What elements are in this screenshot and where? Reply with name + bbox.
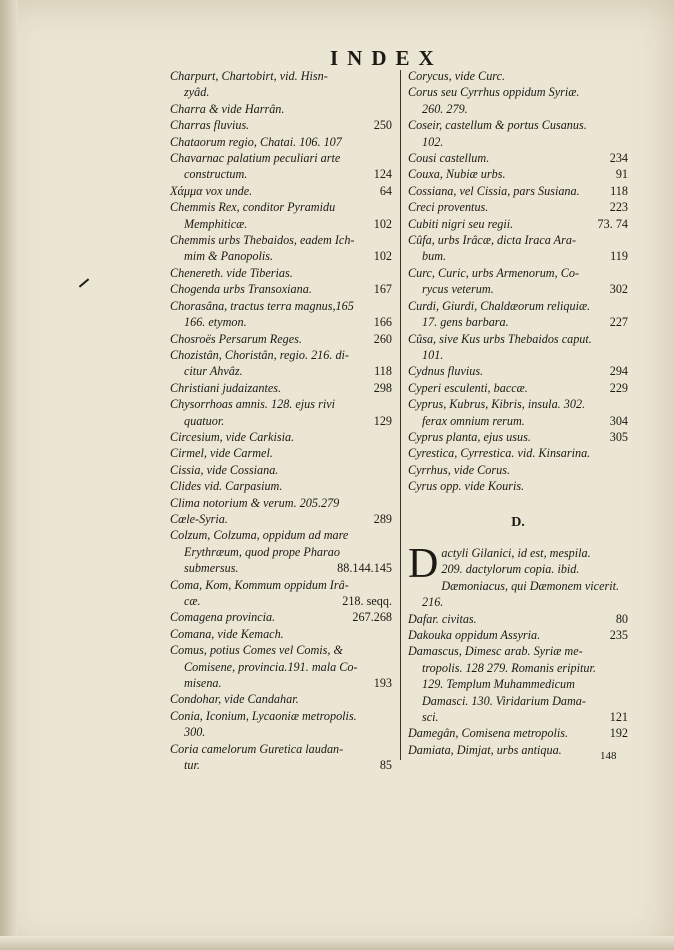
section-d-heading: D. bbox=[511, 514, 525, 530]
entry-text: Cydnus fluvius. bbox=[408, 364, 484, 379]
entry-text: Cûsa, sive Kus urbs Thebaidos caput. bbox=[408, 331, 592, 346]
index-entry bbox=[170, 445, 392, 461]
entry-continuation: bum. bbox=[422, 249, 447, 264]
page-reference: 250 bbox=[373, 118, 392, 133]
entry-text: Chenereth. vide Tiberias. bbox=[170, 265, 293, 280]
entry-continuation: 129. Templum Muhammedicum bbox=[422, 677, 575, 692]
index-entry bbox=[170, 150, 392, 183]
page-reference: 235 bbox=[609, 628, 628, 642]
page-reference: 73. 74 bbox=[597, 216, 628, 231]
entry-continuation: 166. etymon. bbox=[184, 315, 247, 330]
index-entry bbox=[408, 265, 628, 298]
index-entry bbox=[170, 675, 392, 691]
entry-text: Christiani judaizantes. bbox=[170, 380, 282, 395]
entry-continuation: rycus veterum. bbox=[422, 282, 494, 297]
index-entry bbox=[408, 84, 628, 117]
entry-text: Cœle-Syria. bbox=[170, 511, 228, 526]
entry-text: Conia, Iconium, Lycaoniæ metropolis. bbox=[170, 708, 357, 723]
page-reference: 298 bbox=[373, 380, 392, 395]
page-reference: 119 bbox=[610, 249, 628, 264]
index-entry bbox=[170, 609, 392, 625]
entry-continuation: 209. dactylorum copia. ibid. bbox=[441, 562, 580, 577]
entry-text: Curc, Curic, urbs Armenorum, Co- bbox=[408, 265, 579, 280]
entry-text: Cûfa, urbs Irâcæ, dicta Iraca Ara- bbox=[408, 233, 577, 248]
index-entry bbox=[170, 495, 392, 511]
entry-text: Colzum, Colzuma, oppidum ad mare bbox=[170, 528, 349, 543]
ink-mark bbox=[79, 278, 89, 287]
index-entry bbox=[170, 527, 392, 560]
entry-text: Coseir, castellum & portus Cusanus. bbox=[408, 118, 587, 133]
entry-continuation: 102. bbox=[422, 134, 444, 149]
entry-continuation: citur Ahvâz. bbox=[184, 364, 243, 379]
page-reference: 102 bbox=[373, 249, 392, 264]
index-entry bbox=[408, 380, 628, 396]
index-entry bbox=[408, 578, 628, 611]
left-column bbox=[170, 68, 392, 773]
index-entry bbox=[170, 478, 392, 494]
entry-text: Cyprus planta, ejus usus. bbox=[408, 429, 531, 444]
entry-continuation: Memphiticæ. bbox=[184, 216, 248, 231]
entry-text: Cubiti nigri seu regii. bbox=[408, 216, 514, 231]
entry-text: Chemmis urbs Thebaidos, eadem Ich- bbox=[170, 233, 355, 248]
entry-continuation: 101. bbox=[422, 347, 444, 362]
entry-text: Comus, potius Comes vel Comis, & bbox=[170, 643, 343, 658]
index-entry bbox=[408, 693, 628, 709]
index-entry bbox=[170, 265, 392, 281]
entry-continuation: mim & Panopolis. bbox=[184, 249, 274, 264]
page-reference: 294 bbox=[609, 364, 628, 379]
entry-text: Creci proventus. bbox=[408, 200, 489, 215]
index-entry bbox=[408, 725, 628, 741]
entry-text: Comagena provincia. bbox=[170, 610, 276, 625]
index-entry bbox=[170, 626, 392, 642]
index-entry bbox=[170, 281, 392, 297]
page-header: INDEX bbox=[330, 46, 443, 70]
entry-text: actyli Gilanici, id est, mespila. bbox=[441, 545, 591, 560]
entry-text: Chogenda urbs Transoxiana. bbox=[170, 282, 312, 297]
entry-text: Chataorum regio, Chatai. 106. 107 bbox=[170, 134, 342, 149]
index-entry bbox=[170, 396, 392, 429]
index-entry bbox=[408, 396, 628, 429]
index-entry bbox=[170, 642, 392, 675]
page-reference: 102 bbox=[373, 216, 392, 231]
index-entry bbox=[408, 709, 628, 725]
page-reference: 129 bbox=[373, 413, 392, 428]
index-entry bbox=[170, 380, 392, 396]
column-divider bbox=[400, 70, 401, 760]
index-entry bbox=[408, 117, 628, 150]
entry-text: Corus seu Cyrrhus oppidum Syriæ. bbox=[408, 85, 580, 100]
page-reference: 304 bbox=[609, 413, 628, 428]
index-entry bbox=[170, 117, 392, 133]
entry-text: Cyprus, Kubrus, Kibris, insula. 302. bbox=[408, 397, 586, 412]
index-entry bbox=[408, 150, 628, 166]
entry-continuation: 17. gens barbara. bbox=[422, 315, 509, 330]
index-entry bbox=[408, 676, 628, 692]
index-entry bbox=[408, 166, 628, 182]
index-entry bbox=[408, 643, 628, 676]
right-entries bbox=[408, 68, 628, 495]
index-entry bbox=[408, 363, 628, 379]
index-entry bbox=[408, 545, 628, 578]
entry-continuation: 300. bbox=[184, 725, 206, 740]
page-reference: 289 bbox=[373, 511, 392, 526]
entry-text: Chysorrhoas amnis. 128. ejus rivi bbox=[170, 397, 335, 412]
entry-text: Coma, Kom, Kommum oppidum Irâ- bbox=[170, 577, 349, 592]
entry-continuation: tur. bbox=[184, 758, 200, 773]
entry-continuation: 216. bbox=[422, 595, 444, 610]
index-entry bbox=[170, 462, 392, 478]
entry-text: Condohar, vide Candahar. bbox=[170, 692, 299, 707]
entry-continuation: Damasci. 130. Viridarium Dama- bbox=[422, 693, 586, 708]
entry-text: Charras fluvius. bbox=[170, 118, 250, 133]
page-reference: 80 bbox=[615, 611, 628, 626]
index-entry bbox=[170, 347, 392, 380]
page-reference: 223 bbox=[609, 200, 628, 215]
entry-continuation: misena. bbox=[184, 676, 222, 691]
entry-text: Cyrus opp. vide Kouris. bbox=[408, 479, 525, 494]
entry-continuation: Comisene, provincia.191. mala Co- bbox=[184, 659, 358, 674]
page-reference: 267.268 bbox=[352, 610, 392, 625]
entry-text: Clides vid. Carpasium. bbox=[170, 479, 283, 494]
entry-text: Circesium, vide Carkisia. bbox=[170, 429, 295, 444]
index-entry bbox=[408, 298, 628, 331]
entry-text: Charpurt, Chartobirt, vid. Hisn- bbox=[170, 69, 328, 83]
entry-text: Damascus, Dimesc arab. Syriæ me- bbox=[408, 644, 583, 659]
index-entry bbox=[408, 611, 628, 627]
page-reference: 88.144.145 bbox=[337, 561, 392, 576]
entry-text: Chosroës Persarum Reges. bbox=[170, 331, 302, 346]
index-entry bbox=[170, 691, 392, 707]
page-bottom-edge bbox=[0, 936, 674, 950]
entry-text: Charra & vide Harrân. bbox=[170, 101, 285, 116]
index-entry bbox=[170, 577, 392, 610]
page-reference: 118 bbox=[610, 183, 628, 198]
index-entry bbox=[408, 627, 628, 643]
index-entry bbox=[170, 429, 392, 445]
index-entry bbox=[408, 445, 628, 461]
index-entry bbox=[170, 183, 392, 199]
entry-continuation: sci. bbox=[422, 710, 439, 725]
index-entry bbox=[170, 511, 392, 527]
index-entry bbox=[408, 462, 628, 478]
index-entry bbox=[408, 68, 628, 84]
page-reference: 166 bbox=[373, 315, 392, 330]
page-reference: 193 bbox=[373, 676, 392, 691]
page-reference: 124 bbox=[373, 167, 392, 182]
index-entry bbox=[170, 708, 392, 741]
entry-text: Cousi castellum. bbox=[408, 151, 490, 166]
entry-continuation: tropolis. 128 279. Romanis eripitur. bbox=[422, 660, 596, 675]
entry-text: Damiata, Dimjat, urbs antiqua. bbox=[408, 742, 562, 757]
entry-text: Χάμμα vox unde. bbox=[170, 183, 253, 198]
entry-text: Clima notorium & verum. 205.279 bbox=[170, 495, 340, 510]
index-entry bbox=[408, 183, 628, 199]
page-reference: 118 bbox=[374, 364, 392, 379]
page-reference: 218. seqq. bbox=[342, 594, 392, 608]
page-reference: 305 bbox=[609, 429, 628, 444]
page-reference: 234 bbox=[609, 151, 628, 166]
index-entry bbox=[408, 331, 628, 364]
index-entry bbox=[408, 478, 628, 494]
section-d-entries bbox=[408, 540, 628, 758]
entry-continuation: Erythræum, quod prope Pharao bbox=[184, 544, 340, 559]
index-entry bbox=[170, 232, 392, 265]
page-binding-shadow bbox=[0, 0, 18, 950]
index-entry bbox=[170, 134, 392, 150]
entry-text: Comana, vide Kemach. bbox=[170, 626, 284, 641]
entry-text: Dakouka oppidum Assyria. bbox=[408, 628, 541, 642]
entry-text: Cissia, vide Cossiana. bbox=[170, 462, 279, 477]
index-entry bbox=[170, 298, 392, 331]
index-entry bbox=[170, 331, 392, 347]
entry-continuation: cæ. bbox=[184, 594, 201, 608]
entry-text: Chorasâna, tractus terra magnus,165 bbox=[170, 298, 354, 313]
entry-text: Chozistân, Choristân, regio. 216. di- bbox=[170, 347, 349, 362]
catchword: 148 bbox=[600, 750, 617, 762]
index-entry bbox=[170, 68, 392, 101]
drop-capital: D bbox=[408, 540, 439, 587]
entry-text: Dafar. civitas. bbox=[408, 611, 477, 626]
index-entry bbox=[408, 742, 628, 758]
entry-text: Chavarnac palatium peculiari arte bbox=[170, 151, 341, 166]
entry-text: Curdi, Giurdi, Chaldæorum reliquiæ. bbox=[408, 298, 591, 313]
entry-continuation: 260. 279. bbox=[422, 101, 468, 116]
entry-continuation: ferax omnium rerum. bbox=[422, 413, 525, 428]
entry-continuation: quatuor. bbox=[184, 413, 225, 428]
entry-text: Cyrestica, Cyrrestica. vid. Kinsarina. bbox=[408, 446, 591, 461]
right-column bbox=[408, 68, 628, 758]
index-entry bbox=[408, 216, 628, 232]
entry-text: Damegân, Comisena metropolis. bbox=[408, 726, 569, 741]
index-entry bbox=[408, 199, 628, 215]
index-entry bbox=[408, 232, 628, 265]
entry-continuation: zyâd. bbox=[184, 85, 210, 100]
index-entry bbox=[170, 560, 392, 576]
page-reference: 302 bbox=[609, 282, 628, 297]
entry-text: Dæmoniacus, qui Dæmonem vicerit. bbox=[441, 578, 620, 593]
index-entry bbox=[170, 101, 392, 117]
entry-continuation: constructum. bbox=[184, 167, 248, 182]
entry-text: Cossiana, vel Cissia, pars Susiana. bbox=[408, 183, 580, 198]
page-reference: 64 bbox=[379, 183, 392, 198]
page-reference: 229 bbox=[609, 380, 628, 395]
entry-text: Chemmis Rex, conditor Pyramidu bbox=[170, 200, 336, 215]
entry-text: Cyrrhus, vide Corus. bbox=[408, 462, 511, 477]
index-entry bbox=[170, 199, 392, 232]
page-reference: 192 bbox=[609, 726, 628, 741]
entry-text: Coria camelorum Guretica laudan- bbox=[170, 741, 344, 756]
entry-text: Cirmel, vide Carmel. bbox=[170, 446, 273, 461]
page-reference: 227 bbox=[609, 315, 628, 330]
page-reference: 85 bbox=[379, 758, 392, 773]
index-entry bbox=[408, 429, 628, 445]
entry-text: Cyperi esculenti, baccæ. bbox=[408, 380, 528, 395]
page-reference: 167 bbox=[373, 282, 392, 297]
entry-text: Corycus, vide Curc. bbox=[408, 69, 506, 83]
page-reference: 260 bbox=[373, 331, 392, 346]
entry-continuation: submersus. bbox=[184, 561, 239, 576]
entry-text: Couxa, Nubiæ urbs. bbox=[408, 167, 506, 182]
index-entry bbox=[170, 741, 392, 774]
page-reference: 121 bbox=[609, 710, 628, 725]
page-reference: 91 bbox=[615, 167, 628, 182]
